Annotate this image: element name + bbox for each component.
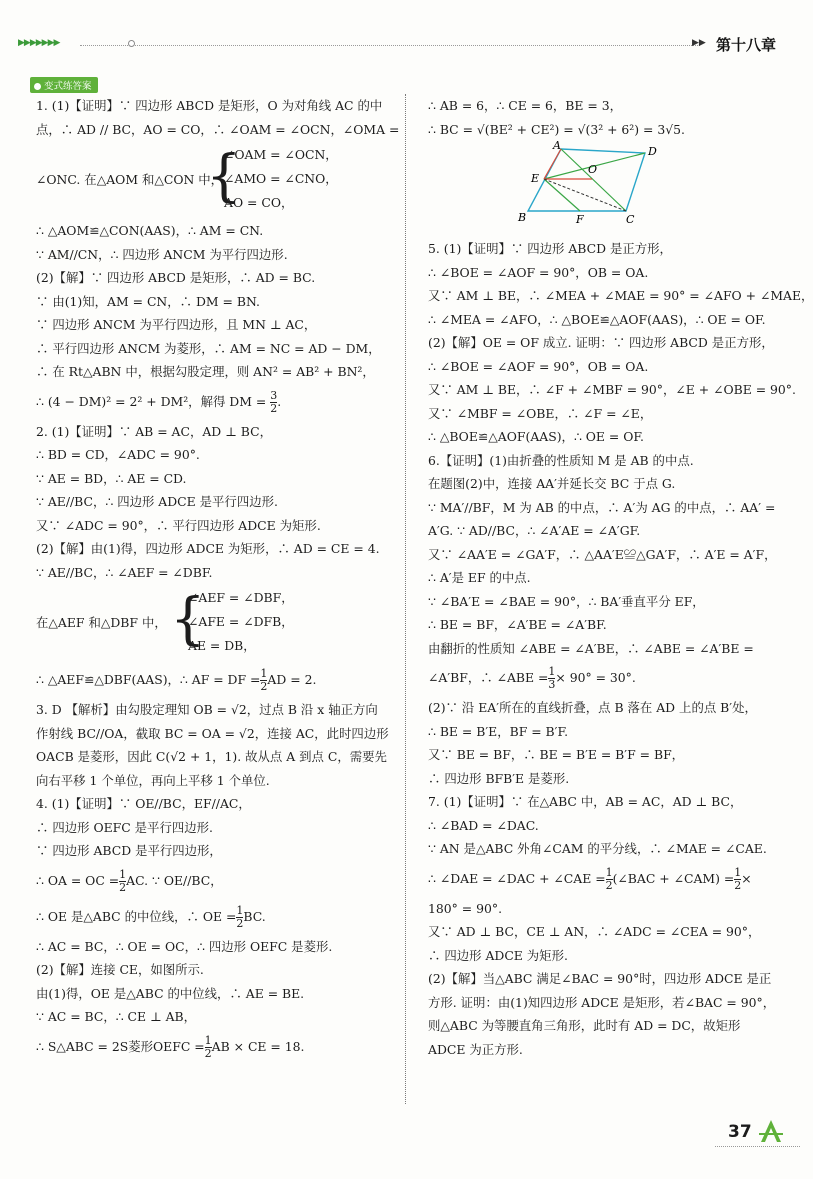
text-line: ∵ 四边形 ANCM 为平行四边形，且 MN ⊥ AC， [36, 317, 317, 332]
right-column [428, 94, 813, 1061]
text-line [36, 662, 398, 698]
text-line: 2. (1)【证明】∵ AB = AC，AD ⊥ BC， [36, 423, 272, 439]
text-line [428, 660, 768, 696]
expr-part: × [741, 870, 752, 886]
segment-ec [544, 179, 626, 211]
text-line: 又∵ AM ⊥ BE，∴ ∠MEA + ∠MAE = 90° = ∠AFO + ∠MAE， [428, 288, 813, 303]
denominator: 2 [260, 680, 268, 693]
page-number: 37 [728, 1122, 752, 1142]
denominator: 2 [605, 878, 613, 892]
text-line: ∵ AE//BC，∴ ∠AEF = ∠DBF. [36, 564, 213, 580]
label-c: C [626, 213, 635, 226]
text-line: ∵ AE = BD，∴ AE = CD. [36, 470, 187, 486]
numerator: 1 [260, 667, 268, 680]
expr-part: BC. [243, 908, 266, 924]
text-line: (2)【解】∵ 四边形 ABCD 是矩形，∴ AD = BC. [36, 270, 316, 285]
footer-dotted-line [715, 1146, 800, 1147]
expr-part: ∠A′BF，∴ ∠ABE = [428, 670, 549, 685]
text-line: ∴ BE = B′E，BF = B′F. [428, 723, 569, 739]
text-line: 向右平移 1 个单位，再向上平移 1 个单位. [36, 772, 270, 788]
text-line: OACB 是菱形，因此 C(√2 + 1，1). 故从点 A 到点 C，需要先 [36, 749, 387, 764]
denominator: 2 [734, 878, 742, 892]
numerator: 3 [270, 388, 278, 402]
text-line: 180° = 90°. [428, 900, 503, 916]
text-line: 3. D 【解析】由勾股定理知 OB = √2，过点 B 沿 x 轴正方向 [36, 702, 378, 717]
badge-label: 变式练答案 [44, 81, 92, 92]
text-line: 6.【证明】(1)由折叠的性质知 M 是 AB 的中点. [428, 452, 694, 468]
segment-ef [544, 179, 580, 211]
text-line: 又∵ ∠ADC = 90°，∴ 平行四边形 ADCE 为矩形. [36, 517, 321, 533]
text-line: ∴ ∠MEA = ∠AFO，∴ △BOE≌△AOF(AAS)，∴ OE = OF. [428, 311, 766, 327]
text-line: 1. (1)【证明】∵ 四边形 ABCD 是矩形，O 为对角线 AC 的中 [36, 98, 383, 113]
text-line: ∴ 四边形 OEFC 是平行四边形. [36, 819, 213, 835]
text-line: 则△ABC 为等腰直角三角形，此时有 AD = DC，故矩形 [428, 1018, 741, 1033]
condition-line: ∠AFE = ∠DFB， [188, 614, 294, 629]
fraction [606, 867, 613, 892]
condition-line: ∠AEF = ∠DBF， [188, 590, 294, 605]
text-line: ∴ BD = CD，∠ADC = 90°. [36, 447, 200, 462]
text-line: 在题图(2)中，连接 AA′并延长交 BC 于点 G. [428, 476, 676, 491]
text-line: 4. (1)【证明】∵ OE//BC，EF//AC， [36, 796, 251, 811]
condition-line: ∠AMO = ∠CNO， [224, 171, 338, 186]
condition-line: ∠OAM = ∠OCN， [224, 147, 338, 162]
expr-part: ∴ S△ABC = 2S菱形OEFC = [36, 1038, 205, 1054]
text-line [428, 861, 768, 897]
brace-conditions [188, 586, 294, 658]
label-f: F [576, 213, 584, 226]
text-line: 方形. 证明：由(1)知四边形 ADCE 是矩形，若∠BAC = 90°， [428, 994, 776, 1010]
label-b: B [518, 211, 527, 224]
expr-part: × 90° = 30°. [555, 670, 636, 685]
label-d: D [648, 145, 657, 158]
text-line: A′G. ∵ AD//BC，∴ ∠A′AE = ∠A′GF. [428, 523, 641, 538]
numerator: 1 [119, 867, 127, 881]
denominator: 2 [119, 880, 127, 894]
label-a: A [553, 139, 561, 152]
expr-part: ∴ OA = OC = [36, 872, 120, 888]
text-line: 又∵ ∠MBF = ∠OBE，∴ ∠F = ∠E， [428, 405, 653, 421]
expr-part: AC. ∵ OE//BC， [126, 872, 223, 888]
condition-line: AE = DB， [188, 638, 256, 653]
condition-line: AO = CO， [224, 195, 294, 210]
header-arrows-right-decoration: ▶▶ [692, 38, 706, 48]
text-line: ∴ AC = BC，∴ OE = OC，∴ 四边形 OEFC 是菱形. [36, 938, 333, 954]
text-line: 又∵ AD ⊥ BC，CE ⊥ AN，∴ ∠ADC = ∠CEA = 90°， [428, 924, 761, 939]
text-line: (2)【解】OE = OF 成立. 证明：∵ 四边形 ABCD 是正方形， [428, 335, 774, 350]
header-dotted-line [80, 45, 700, 46]
text-line: ∵ 由(1)知，AM = CN，∴ DM = BN. [36, 293, 260, 309]
text-line: 7. (1)【证明】∵ 在△ABC 中，AB = AC，AD ⊥ BC， [428, 794, 743, 809]
numerator: 1 [734, 865, 742, 879]
text-line: 作射线 BC//OA，截取 BC = OA = √2，连接 AC，此时四边形 [36, 725, 389, 741]
text-line: ∵ AC = BC，∴ CE ⊥ AB， [36, 1009, 197, 1024]
brace-icon: { [206, 144, 242, 209]
fraction [205, 1035, 212, 1060]
header-circle-decoration [128, 40, 135, 47]
text-line [36, 1029, 398, 1065]
numerator: 1 [548, 665, 556, 678]
denominator: 2 [204, 1046, 212, 1060]
text-line: ∴ 在 Rt△ABN 中，根据勾股定理，则 AN² = AB² + BN²， [36, 364, 375, 379]
text-line: ∴ AB = 6，∴ CE = 6，BE = 3， [428, 98, 622, 113]
chapter-title: 第十八章 [715, 36, 776, 54]
text-line: ∵ 四边形 ABCD 是平行四边形， [36, 843, 222, 858]
numerator: 1 [605, 865, 613, 879]
text-line: ∴ 平行四边形 ANCM 为菱形，∴ AM = NC = AD − DM， [36, 340, 381, 356]
text-line [36, 384, 398, 420]
parallelogram-diagram [428, 141, 768, 237]
text-line: ∴ A′是 EF 的中点. [428, 570, 531, 585]
text-line: ∵ ∠BA′E = ∠BAE = 90°，∴ BA′垂直平分 EF， [428, 593, 705, 609]
badge-icon [34, 83, 41, 90]
text-line [36, 899, 398, 935]
text-line: 由翻折的性质知 ∠ABE = ∠A′BE，∴ ∠ABE = ∠A′BE = [428, 640, 754, 656]
expr-part: . [277, 393, 282, 409]
expr-part: (∠BAC + ∠CAM) = [612, 870, 735, 886]
brace-system [36, 141, 398, 219]
text-line: ∵ AE//BC，∴ 四边形 ADCE 是平行四边形. [36, 494, 278, 509]
brace-conditions [224, 143, 338, 215]
text-line: ∴ 四边形 ADCE 为矩形. [428, 947, 568, 963]
numerator: 1 [204, 1033, 212, 1047]
brace-icon: { [170, 587, 206, 652]
text-line [36, 863, 398, 899]
text-line: ∵ AM//CN，∴ 四边形 ANCM 为平行四边形. [36, 246, 288, 262]
text-line: ∴ BE = BF，∠A′BE = ∠A′BF. [428, 617, 607, 632]
expr-part: ∴ △AEF≌△DBF(AAS)，∴ AF = DF = [36, 672, 261, 687]
text-line: 又∵ AM ⊥ BE，∴ ∠F + ∠MBF = 90°，∠E + ∠OBE = 90°. [428, 382, 796, 397]
text-line: ∴ △BOE≌△AOF(AAS)，∴ OE = OF. [428, 429, 644, 444]
text-line: (2)【解】连接 CE，如图所示. [36, 962, 204, 977]
segment-ae [544, 149, 561, 179]
expr-part: AB × CE = 18. [211, 1038, 305, 1054]
brace-label: ∠ONC. 在△AOM 和△CON 中， [36, 172, 224, 187]
text-line: (2)∵ 沿 EA′所在的直线折叠，点 B 落在 AD 上的点 B′处， [428, 700, 757, 715]
text-line: (2)【解】由(1)得，四边形 ADCE 为矩形，∴ AD = CE = 4. [36, 541, 380, 556]
text-line: 由(1)得，OE 是△ABC 的中位线，∴ AE = BE. [36, 985, 305, 1001]
text-line: ∵ AN 是△ABC 外角∠CAM 的平分线，∴ ∠MAE = ∠CAE. [428, 841, 767, 856]
label-o: O [588, 163, 598, 176]
text-line: 5. (1)【证明】∵ 四边形 ABCD 是正方形， [428, 241, 672, 256]
text-line: ∴ 四边形 BFB′E 是菱形. [428, 770, 570, 786]
numerator: 1 [236, 903, 244, 917]
denominator: 2 [270, 401, 278, 415]
text-line: 点，∴ AD // BC，AO = CO，∴ ∠OAM = ∠OCN，∠OMA = [36, 121, 400, 137]
label-e: E [531, 172, 540, 185]
text-line: 又∵ BE = BF，∴ BE = B′E = B′F = BF， [428, 747, 685, 762]
text-line: ∴ △AOM≌△CON(AAS)，∴ AM = CN. [36, 223, 264, 238]
text-line: ∴ ∠BOE = ∠AOF = 90°，OB = OA. [428, 264, 649, 280]
expr-part: ∴ OE 是△ABC 的中位线，∴ OE = [36, 908, 237, 924]
compass-ruler-icon [757, 1118, 785, 1144]
header-arrows-decoration: ▶▶▶▶▶▶▶ [18, 38, 60, 48]
denominator: 2 [236, 916, 244, 930]
answer-badge [30, 77, 98, 93]
text-line: ∵ MA′//BF，M 为 AB 的中点，∴ A′为 AG 的中点，∴ AA′ = [428, 499, 776, 515]
expr-part: ∴ (4 − DM)² = 2² + DM²，解得 DM = [36, 393, 267, 409]
brace-label: 在△AEF 和△DBF 中， [36, 615, 167, 630]
denominator: 3 [548, 678, 556, 691]
text-line: 又∵ ∠AA′E = ∠GA′F，∴ △AA′E≌△GA′F，∴ A′E = A′F， [428, 546, 777, 562]
left-column [36, 94, 398, 1065]
text-line: ∴ BC = √(BE² + CE²) = √(3² + 6²) = 3√5. [428, 121, 685, 137]
expr-part: AD = 2. [267, 672, 317, 687]
text-line: ∴ ∠BOE = ∠AOF = 90°，OB = OA. [428, 358, 649, 374]
expr-part: ∴ ∠DAE = ∠DAC + ∠CAE = [428, 870, 606, 886]
column-divider [405, 94, 406, 1104]
brace-system [36, 584, 398, 662]
geometry-figure [428, 141, 668, 237]
text-line: ∴ ∠BAD = ∠DAC. [428, 817, 539, 833]
text-line: (2)【解】当△ABC 满足∠BAC = 90°时，四边形 ADCE 是正 [428, 971, 772, 986]
diagonal-ac [561, 149, 626, 211]
text-line: ADCE 为正方形. [428, 1041, 523, 1057]
